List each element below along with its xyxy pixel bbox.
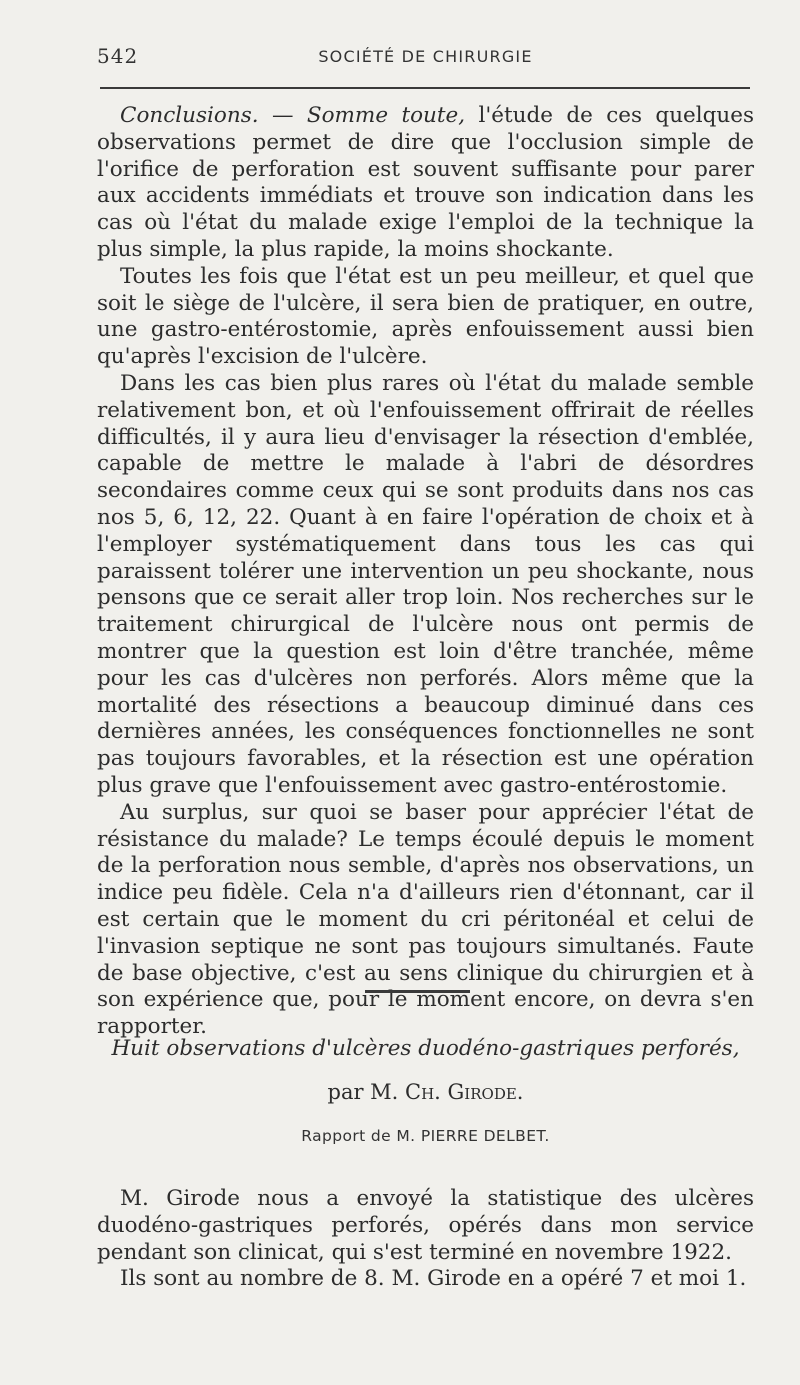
section-separator	[365, 990, 470, 993]
conclusions-section	[97, 103, 754, 1041]
conclusions-dash: —	[258, 103, 307, 128]
report-section	[97, 1186, 754, 1293]
article-author	[97, 1080, 754, 1104]
conclusions-lead-italic: Somme toute,	[306, 103, 466, 128]
author-prefix: par M.	[327, 1080, 406, 1104]
page-number: 542	[97, 44, 139, 68]
paragraph-conclusions-4: Au surplus, sur quoi se baser pour apprécier l'état de résistance du malade? Le temps écoulé depuis le moment de la perforation nous semble, d'après nos observations, un indice peu fidèle. Cela n'a d'ailleurs rien d'étonnant, car il est certain que le moment du cri péritonéal et celui de l'invasion septique ne sont pas toujours simultanés. Faute de base objective, c'est au sens clinique du chirurgien et à son expérience que, pour le moment encore, on devra s'en rapporter.	[97, 799, 754, 1040]
conclusions-para1-text: l'étude de ces quelques observations permet de dire que l'occlusion simple de l'orifice de perforation est souvent suffisante pour parer aux accidents immédiats et trouve son indication dans les cas où l'état du malade exige l'emploi de la technique la plus simple, la plus rapide, la moins shockante.	[97, 103, 755, 262]
paragraph-conclusions-2: Toutes les fois que l'état est un peu meilleur, et quel que soit le siège de l'ulcère, il sera bien de pratiquer, en outre, une gastro-entérostomie, après enfouissement aussi bien qu'après l'excision de l'ulcère.	[97, 263, 754, 370]
paragraph-conclusions-1	[97, 103, 754, 264]
article-title: Huit observations d'ulcères duodéno-gastriques perforés,	[111, 1036, 740, 1061]
paragraph-report-2: Ils sont au nombre de 8. M. Girode en a opéré 7 et moi 1.	[120, 1266, 747, 1292]
author-name: Ch. Girode.	[405, 1080, 524, 1104]
paragraph-report-1: M. Girode nous a envoyé la statistique des ulcères duodéno-gastriques perforés, opérés dans mon service pendant son clinicat, qui s'est terminé en novembre 1922.	[97, 1186, 754, 1265]
report-line: Rapport de M. PIERRE DELBET.	[301, 1127, 550, 1145]
running-title: SOCIÉTÉ DE CHIRURGIE	[318, 47, 533, 66]
header-rule	[100, 87, 750, 89]
paragraph-conclusions-3: Dans les cas bien plus rares où l'état du malade semble relativement bon, et où l'enfouissement offrirait de réelles difficultés, il y aura lieu d'envisager la résection d'emblée, capable de mettre le malade à l'abri de désordres secondaires comme ceux qui se sont produits dans nos cas nos 5, 6, 12, 22. Quant à en faire l'opération de choix et à l'employer systématiquement dans tous les cas qui paraissent tolérer une intervention un peu shockante, nous pensons que ce serait aller trop loin. Nos recherches sur le traitement chirurgical de l'ulcère nous ont permis de montrer que la question est loin d'être tranchée, même pour les cas d'ulcères non perforés. Alors même que la mortalité des résections a beaucoup diminué dans ces dernières années, les conséquences fonctionnelles ne sont pas toujours favorables, et la résection est une opération plus grave que l'enfouissement avec gastro-entérostomie.	[97, 370, 754, 798]
page-header	[97, 44, 754, 74]
conclusions-label: Conclusions.	[120, 103, 259, 128]
